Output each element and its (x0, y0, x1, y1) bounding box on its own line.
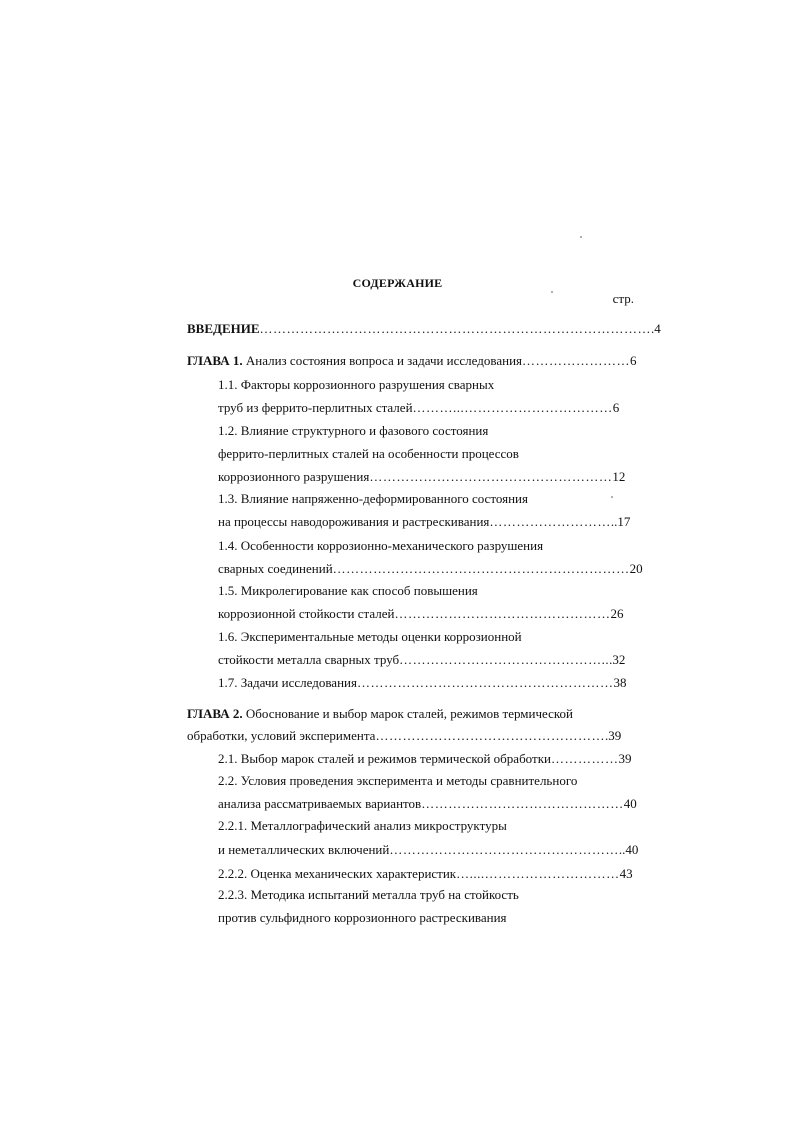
toc-entry (218, 377, 638, 393)
toc-entry-text: 1.6. Экспериментальные методы оценки коррозионной (218, 629, 522, 644)
toc-entry-text: 1.2. Влияние структурного и фазового состояния (218, 423, 489, 438)
toc-entry-leader: …………………………………………………………………………… (259, 321, 652, 336)
toc-entry-label: ВВЕДЕНИЕ (187, 321, 260, 336)
toc-entry (218, 514, 638, 530)
toc-entry-page: ..40 (618, 842, 639, 857)
toc-entry (187, 353, 638, 369)
toc-entry (218, 773, 638, 789)
toc-entry (218, 606, 638, 622)
toc-entry-page: 43 (619, 866, 633, 881)
toc-entry-text: на процессы наводороживания и растрескивания (218, 514, 490, 529)
scan-speck (580, 236, 582, 238)
toc-entry (218, 796, 638, 812)
toc-entry-text: анализа рассматриваемых вариантов (218, 796, 422, 811)
toc-entry (218, 751, 638, 767)
toc-entry-text: 1.4. Особенности коррозионно-механического разрушения (218, 538, 544, 553)
toc-entry (218, 583, 638, 599)
toc-entry-page: 6 (630, 353, 637, 368)
toc-entry (218, 446, 638, 462)
toc-entry-page: 6 (612, 400, 620, 415)
toc-entry-page: 40 (623, 796, 637, 811)
toc-entry-text: 2.2.3. Методика испытаний металла труб на стойкость (218, 887, 519, 902)
toc-entry-text: сварных соединений (218, 561, 333, 576)
toc-entry-text: Анализ состояния вопроса и задачи исследования (242, 353, 523, 368)
toc-entry (218, 400, 638, 416)
toc-entry (218, 818, 638, 834)
toc-entry-text: феррито-перлитных сталей на особенности процессов (218, 446, 519, 461)
toc-entry-text: и неметаллических включений (218, 842, 390, 857)
toc-entry-text: обработки, условий эксперимента (187, 728, 376, 743)
toc-entry (218, 887, 638, 903)
toc-entry-text: коррозионной стойкости сталей (218, 606, 395, 621)
toc-entry-text: Обоснование и выбор марок сталей, режимов термической (242, 706, 574, 721)
toc-entry-text: 1.7. Задачи исследования (218, 675, 357, 690)
scan-speck (551, 291, 553, 293)
toc-entry-page: ..17 (610, 514, 631, 529)
toc-entry-text: 2.2. Условия проведения эксперимента и методы сравнительного (218, 773, 578, 788)
toc-entry (218, 866, 638, 882)
toc-entry-leader: …....………………………… (456, 866, 620, 881)
toc-entry-page: .32 (609, 652, 626, 667)
toc-entry-page: 39 (618, 751, 632, 766)
toc-entry-text: 1.5. Микролегирование как способ повышения (218, 583, 478, 598)
toc-entry-leader: …………………… (522, 353, 631, 368)
toc-entry-text: 2.2.2. Оценка механических характеристик (218, 866, 457, 881)
toc-entry-text: 2.1. Выбор марок сталей и режимов термической обработки (218, 751, 551, 766)
toc-entry-leader: ………...…………………………… (412, 400, 613, 415)
toc-entry-page: 26 (610, 606, 624, 621)
toc-entry-page: .4 (651, 321, 661, 336)
toc-entry (187, 706, 638, 722)
toc-entry (218, 910, 638, 926)
toc-entry-page: 20 (629, 561, 643, 576)
toc-entry (218, 538, 638, 554)
toc-entry (218, 842, 638, 858)
toc-entry-text: стойкости металла сварных труб (218, 652, 400, 667)
toc-entry-page: .39 (604, 728, 622, 743)
toc-entry-text: против сульфидного коррозионного растрескивания (218, 910, 507, 925)
toc-entry-text: коррозионного разрушения (218, 469, 370, 484)
toc-entry-leader: ………………………………………… (394, 606, 611, 621)
toc-entry-leader: ………………………………………………………… (332, 561, 630, 576)
toc-title: СОДЕРЖАНИЕ (352, 276, 443, 290)
toc-entry (218, 469, 638, 485)
toc-entry (218, 561, 643, 577)
scan-speck (611, 496, 613, 498)
toc-entry-leader: …………………………………………… (389, 842, 619, 857)
toc-entry-leader: …………… (550, 751, 619, 766)
toc-entry-label: ГЛАВА 2. (187, 706, 243, 721)
toc-entry-leader: ……………………………………………… (369, 469, 613, 484)
toc-entry-leader: ……………………………………….. (399, 652, 610, 667)
toc-entry (218, 675, 638, 691)
toc-entry-label: ГЛАВА 1. (187, 353, 243, 368)
toc-entry-text: 1.1. Факторы коррозионного разрушения сварных (218, 377, 495, 392)
toc-entry-text: 1.3. Влияние напряженно-деформированного состояния (218, 491, 528, 506)
page-column-label: стр. (612, 291, 634, 306)
toc-entry (187, 728, 638, 744)
toc-entry (218, 491, 638, 507)
toc-entry (218, 652, 638, 668)
toc-entry-text: 2.2.1. Металлографический анализ микроструктуры (218, 818, 507, 833)
toc-entry-leader: ……………………… (489, 514, 611, 529)
toc-entry (187, 321, 661, 337)
toc-entry-page: 38 (613, 675, 627, 690)
toc-entry-leader: …………………………………………… (375, 728, 605, 743)
toc-entry-text: труб из феррито-перлитных сталей (218, 400, 413, 415)
toc-entry-page: 12 (612, 469, 626, 484)
toc-entry (218, 423, 638, 439)
toc-entry (218, 629, 638, 645)
toc-entry-leader: ………………………………………………… (356, 675, 614, 690)
toc-entry-leader: ……………………………………… (421, 796, 624, 811)
